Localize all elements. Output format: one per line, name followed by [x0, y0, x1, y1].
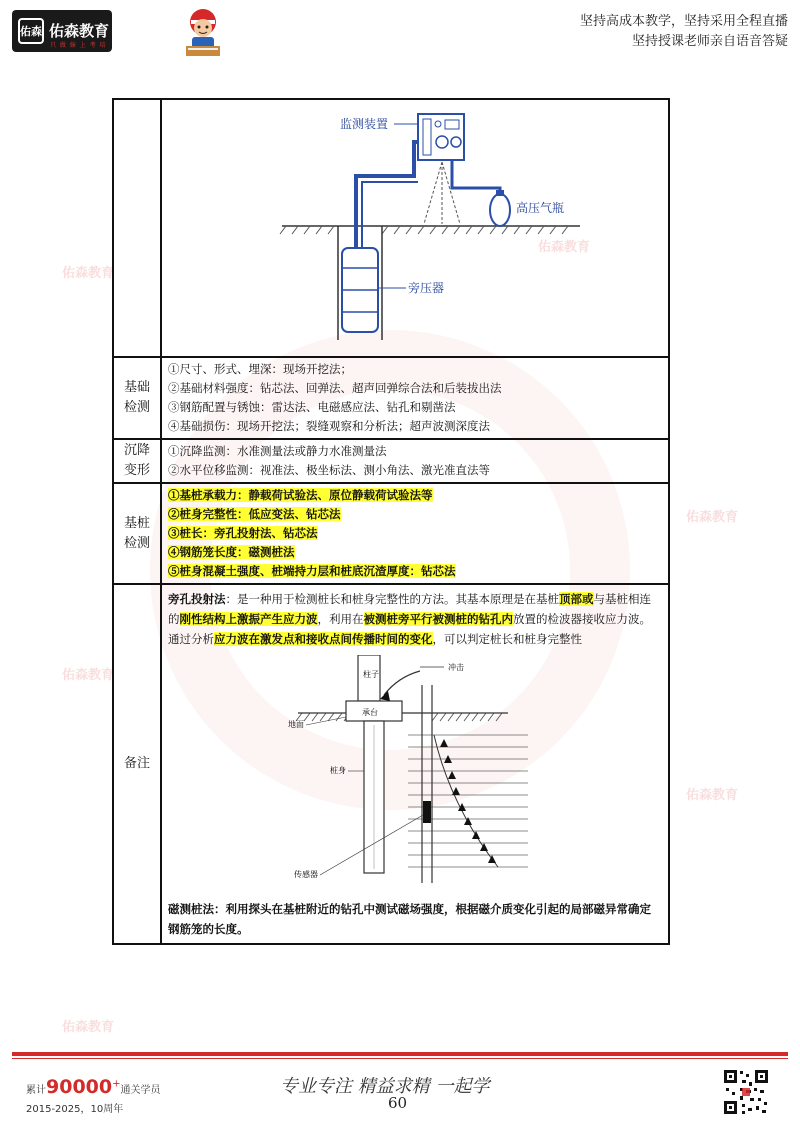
anniversary-text: 2015-2025，10周年 — [26, 1104, 124, 1115]
list-item: ②基础材料强度：钻芯法、回弹法、超声回弹综合法和后装拔出法 — [168, 381, 502, 395]
row-foundation-testing — [113, 357, 669, 439]
page-header — [0, 0, 800, 64]
footer-divider-thin — [12, 1058, 788, 1059]
notes-label: 备注 — [113, 584, 161, 944]
pressuremeter-diagram — [162, 100, 668, 350]
footer-divider — [12, 1052, 788, 1056]
foundation-label: 基础 检测 — [113, 357, 161, 439]
mascot-icon — [178, 6, 228, 58]
watermark: 佑森教育 — [62, 1020, 115, 1035]
pressuremeter-diagram-cell — [161, 99, 669, 357]
column-label: 柱子 — [363, 670, 379, 679]
row-diagram-pressuremeter — [113, 99, 669, 357]
notes-content — [161, 584, 669, 944]
gas-bottle-label: 高压气瓶 — [516, 201, 565, 215]
list-item: ②水平位移监测：视准法、极坐标法、测小角法、激光准直法等 — [168, 463, 490, 477]
hammer-label: 冲击 — [448, 663, 464, 672]
watermark: 佑森教育 — [538, 240, 591, 255]
slogan — [580, 12, 788, 52]
watermark: 佑森教育 — [686, 788, 739, 803]
pile-label: 基桩 检测 — [113, 483, 161, 584]
side-hole-diagram — [168, 655, 662, 895]
sensor-label: 传感器 — [294, 870, 318, 879]
watermark: 佑森教育 — [686, 510, 739, 525]
pile-body-label: 桩身 — [330, 766, 346, 775]
list-item: ①尺寸、形式、埋深：现场开挖法； — [168, 362, 352, 376]
student-count: 累计90000+通关学员 — [26, 1076, 161, 1098]
empty-label-cell — [113, 99, 161, 357]
list-item: ②桩身完整性：低应变法、钻芯法 — [168, 507, 341, 521]
cap-label: 承台 — [362, 708, 378, 717]
logo-tagline: 只 做 線 上 考 培 — [50, 42, 107, 49]
list-item: ①基桩承载力：静载荷试验法、原位静载荷试验法等 — [168, 488, 433, 502]
side-hole-paragraph: 旁孔投射法：是一种用于检测桩长和桩身完整性的方法。其基本原理是在基桩顶部或与基桩相连的刚性结构上激振产生应力波，利用在被测桩旁平行被测桩的钻孔内放置的检波器接收应力波。通过分析应力波在激发点和接收点间传播时间的变化，可以判定桩长和桩身完整性 — [168, 592, 651, 646]
logo-name: 佑森教育 — [49, 21, 110, 40]
foundation-content — [161, 357, 669, 439]
logo-seal: 佑森 — [18, 18, 44, 44]
row-pile-testing — [113, 483, 669, 584]
page-number: 60 — [388, 1094, 408, 1112]
watermark: 佑森教育 — [62, 266, 115, 281]
pile-content — [161, 483, 669, 584]
ground-label: 地面 — [288, 720, 304, 729]
list-item: ①沉降监测：水准测量法或静力水准测量法 — [168, 444, 387, 458]
content-table — [112, 98, 670, 945]
monitor-label: 监测装置 — [340, 117, 389, 131]
slogan-line-2: 坚持授课老师亲自语音答疑 — [631, 34, 788, 49]
settlement-content — [161, 439, 669, 483]
watermark: 佑森教育 — [62, 668, 115, 683]
list-item: ③桩长：旁孔投射法、钻芯法 — [168, 526, 318, 540]
brand-logo — [12, 10, 112, 52]
svg-text:专业专注 精益求精 一起学: 专业专注 精益求精 一起学 — [280, 1076, 490, 1097]
list-item: ④钢筋笼长度：磁测桩法 — [168, 545, 295, 559]
list-item: ④基础损伤：现场开挖法；裂缝观察和分析法；超声波测深度法 — [168, 419, 490, 433]
list-item: ⑤桩身混凝土强度、桩端持力层和桩底沉渣厚度：钻芯法 — [168, 564, 456, 578]
slogan-line-1: 坚持高成本教学，坚持采用全程直播 — [579, 14, 788, 29]
qr-code-icon — [722, 1068, 770, 1116]
magnetic-method-paragraph: 磁测桩法：利用探头在基桩附近的钻孔中测试磁场强度，根据磁介质变化引起的局部磁异常确定钢筋笼的长度。 — [168, 902, 651, 936]
motto-calligraphy — [280, 1066, 540, 1106]
list-item: ③钢筋配置与锈蚀：雷达法、电磁感应法、钻孔和剔凿法 — [168, 400, 456, 414]
pressuremeter-label: 旁压器 — [408, 281, 445, 295]
settlement-label: 沉降 变形 — [113, 439, 161, 483]
row-notes — [113, 584, 669, 944]
row-settlement-deformation — [113, 439, 669, 483]
